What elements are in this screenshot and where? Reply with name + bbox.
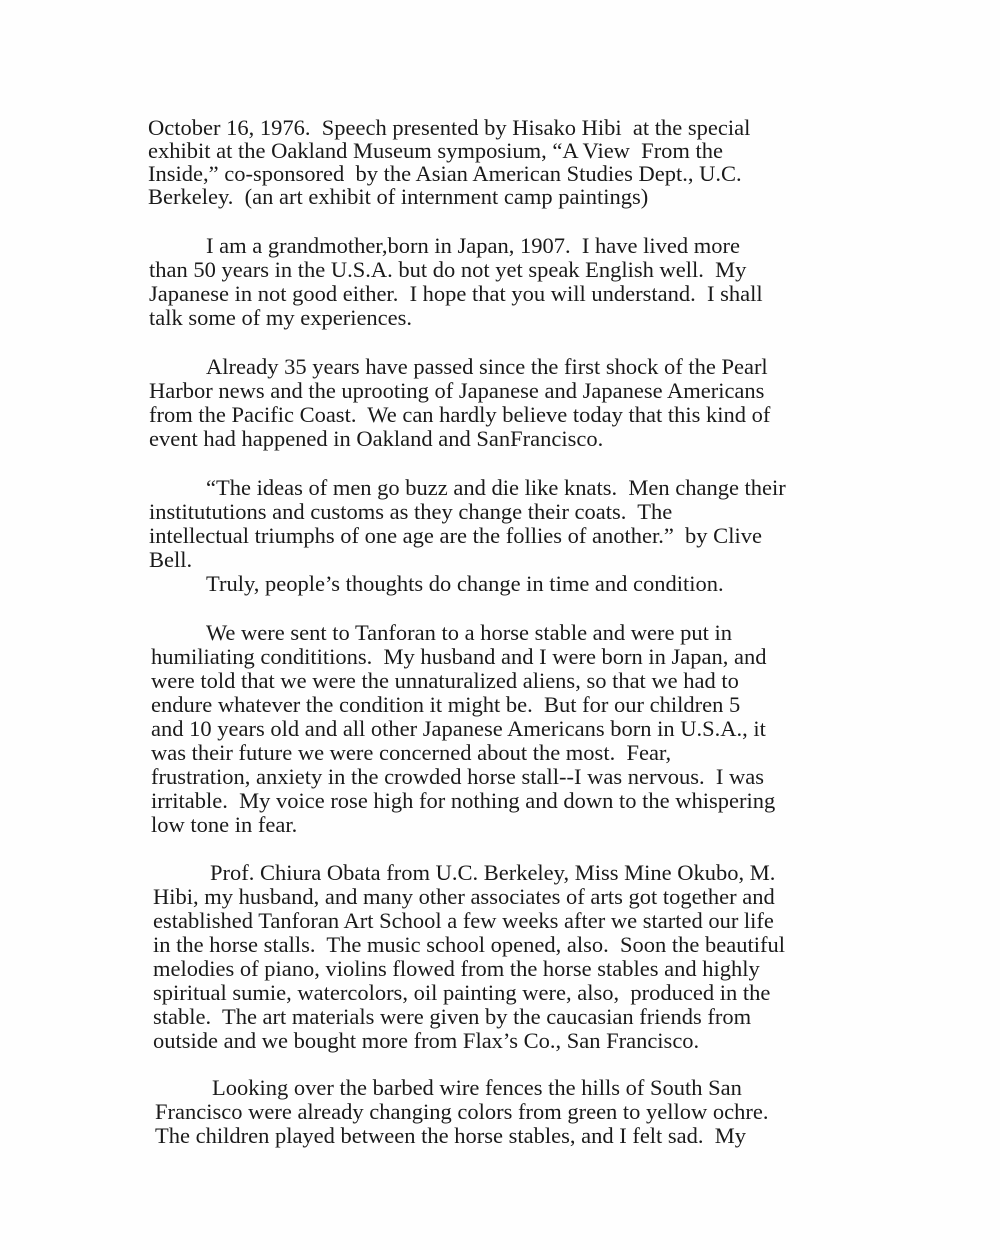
paragraph-line: were told that we were the unnaturalized aliens, so that we had to: [151, 668, 739, 693]
paragraph-line: Harbor news and the uprooting of Japanese and Japanese Americans: [149, 378, 765, 403]
paragraph-line: stable. The art materials were given by the caucasian friends from: [153, 1004, 752, 1029]
paragraph-line: spiritual sumie, watercolors, oil painting were, also, produced in the: [153, 980, 771, 1005]
paragraph-line: humiliating condititions. My husband and I were born in Japan, and: [151, 644, 767, 669]
quote-line: intellectual triumphs of one age are the follies of another.” by Clive: [149, 523, 762, 548]
paragraph-line: We were sent to Tanforan to a horse stable and were put in: [206, 620, 733, 645]
paragraph-line: melodies of piano, violins flowed from the horse stables and highly: [153, 956, 760, 981]
paragraph-line: low tone in fear.: [151, 812, 298, 837]
paragraph-line: from the Pacific Coast. We can hardly believe today that this kind of: [149, 402, 771, 427]
paragraph-line: outside and we bought more from Flax’s Co., San Francisco.: [153, 1028, 700, 1053]
header-line: Inside,” co-sponsored by the Asian American Studies Dept., U.C.: [148, 161, 742, 186]
paragraph-line: event had happened in Oakland and SanFrancisco.: [149, 426, 604, 451]
paragraph-line: Already 35 years have passed since the first shock of the Pearl: [206, 354, 768, 379]
header-line: October 16, 1976. Speech presented by Hisako Hibi at the special: [148, 115, 751, 140]
paragraph-line: I am a grandmother,born in Japan, 1907. I have lived more: [206, 233, 740, 258]
quote-line: institututions and customs as they change their coats. The: [149, 499, 673, 524]
paragraph-line: Hibi, my husband, and many other associates of arts got together and: [153, 884, 775, 909]
paragraph-line: The children played between the horse stables, and I felt sad. My: [155, 1123, 747, 1148]
paragraph-line: endure whatever the condition it might be. But for our children 5: [151, 692, 741, 717]
paragraph-line: established Tanforan Art School a few weeks after we started our life: [153, 908, 774, 933]
paragraph-line: Prof. Chiura Obata from U.C. Berkeley, Miss Mine Okubo, M.: [210, 860, 776, 885]
paragraph-line: Francisco were already changing colors from green to yellow ochre.: [155, 1099, 769, 1124]
paragraph-line: Looking over the barbed wire fences the hills of South San: [212, 1075, 742, 1100]
paragraph-line: and 10 years old and all other Japanese Americans born in U.S.A., it: [151, 716, 766, 741]
paragraph-line: talk some of my experiences.: [149, 305, 413, 330]
quote-line: “The ideas of men go buzz and die like knats. Men change their: [206, 475, 786, 500]
paragraph-line: in the horse stalls. The music school opened, also. Soon the beautiful: [153, 932, 785, 957]
header-line: exhibit at the Oakland Museum symposium, “A View From the: [148, 138, 724, 163]
paragraph-line: Truly, people’s thoughts do change in time and condition.: [206, 571, 724, 596]
paragraph-line: Japanese in not good either. I hope that you will understand. I shall: [149, 281, 763, 306]
paragraph-line: than 50 years in the U.S.A. but do not yet speak English well. My: [149, 257, 747, 282]
quote-line: Bell.: [149, 547, 193, 572]
paragraph-line: frustration, anxiety in the crowded horse stall--I was nervous. I was: [151, 764, 764, 789]
header-line: Berkeley. (an art exhibit of internment camp paintings): [148, 184, 649, 209]
paragraph-line: irritable. My voice rose high for nothing and down to the whispering: [151, 788, 776, 813]
paragraph-line: was their future we were concerned about the most. Fear,: [151, 740, 672, 765]
